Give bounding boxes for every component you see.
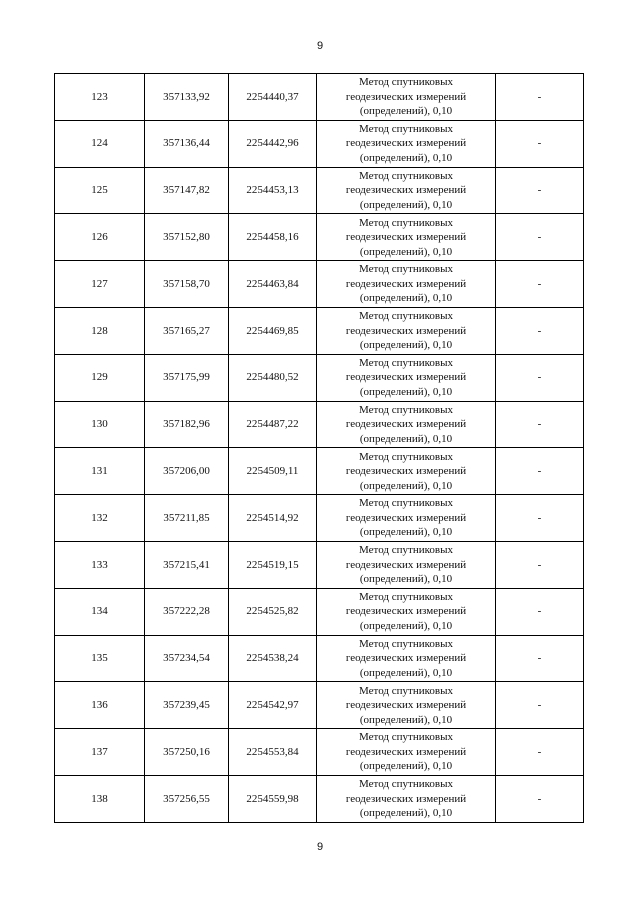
note-cell: - (496, 775, 584, 822)
x-coordinate-cell: 357136,44 (145, 120, 229, 167)
method-line: геодезических измерений (345, 699, 467, 711)
note-cell: - (496, 635, 584, 682)
method-cell (317, 401, 496, 448)
method-cell (317, 729, 496, 776)
method-line: геодезических измерений (345, 465, 467, 478)
x-coordinate-cell: 357133,92 (145, 74, 229, 121)
method-line: (определений), 0,10 (359, 245, 453, 258)
point-cell: 131 (55, 448, 145, 495)
x-coordinate-cell: 357250,16 (145, 729, 229, 776)
x-coordinate-cell: 357256,55 (145, 775, 229, 822)
method-line: Метод спутниковых (359, 310, 453, 323)
coordinates-table (54, 73, 584, 823)
x-coordinate-cell: 357147,82 (145, 167, 229, 214)
x-coordinate-cell: 357206,00 (145, 448, 229, 495)
table-row (55, 401, 584, 448)
table-row (55, 167, 584, 214)
note-cell: - (496, 354, 584, 401)
y-coordinate-cell: 2254440,37 (229, 74, 317, 121)
x-coordinate-cell: 357152,80 (145, 214, 229, 261)
point-cell: 129 (55, 354, 145, 401)
method-cell (317, 214, 496, 261)
method-line: геодезических измерений (345, 605, 467, 618)
method-line: геодезических измерений (345, 137, 467, 150)
method-line: Метод спутниковых (359, 403, 453, 416)
table-row (55, 214, 584, 261)
point-cell: 123 (55, 74, 145, 121)
table-row (55, 495, 584, 542)
method-line: (определений), 0,10 (359, 432, 453, 445)
y-coordinate-cell: 2254538,24 (229, 635, 317, 682)
table-row (55, 682, 584, 729)
page-number-top: 9 (316, 40, 324, 52)
y-coordinate-cell: 2254514,92 (229, 495, 317, 542)
point-cell: 128 (55, 307, 145, 354)
method-cell (317, 541, 496, 588)
note-cell: - (496, 307, 584, 354)
coordinates-table-body (55, 74, 584, 823)
x-coordinate-cell: 357182,96 (145, 401, 229, 448)
method-line: Метод спутниковых (359, 169, 453, 182)
method-line: Метод спутниковых (359, 76, 453, 89)
method-line: (определений), 0,10 (359, 292, 453, 305)
method-line: (определений), 0,10 (359, 807, 453, 820)
method-line: геодезических измерений (345, 371, 467, 384)
method-line: (определений), 0,10 (359, 666, 453, 679)
point-cell: 124 (55, 120, 145, 167)
method-line: геодезических измерений (345, 792, 467, 805)
method-line: геодезических измерений (345, 511, 467, 524)
y-coordinate-cell: 2254525,82 (229, 588, 317, 635)
note-cell: - (496, 401, 584, 448)
x-coordinate-cell: 357211,85 (145, 495, 229, 542)
method-line: Метод спутниковых (359, 122, 453, 135)
method-line: (определений), 0,10 (359, 760, 453, 773)
method-line: (определений), 0,10 (359, 619, 453, 632)
point-cell: 138 (55, 775, 145, 822)
method-line: (определений), 0,10 (359, 339, 453, 352)
method-line: (определений), 0,10 (359, 151, 453, 164)
point-cell: 132 (55, 495, 145, 542)
method-cell (317, 354, 496, 401)
note-cell: - (496, 682, 584, 729)
point-cell: 135 (55, 635, 145, 682)
note-cell: - (496, 214, 584, 261)
method-line: геодезических измерений (345, 418, 467, 431)
method-line: (определений), 0,10 (359, 713, 453, 726)
method-line: (определений), 0,10 (359, 526, 453, 539)
method-line: геодезических измерений (345, 184, 467, 197)
method-line: (определений), 0,10 (359, 198, 453, 211)
x-coordinate-cell: 357239,45 (145, 682, 229, 729)
method-line: (определений), 0,10 (359, 385, 453, 398)
page-number-bottom: 9 (316, 841, 324, 853)
y-coordinate-cell: 2254458,16 (229, 214, 317, 261)
method-cell (317, 74, 496, 121)
method-line: (определений), 0,10 (359, 479, 453, 492)
method-line: (определений), 0,10 (359, 105, 453, 118)
note-cell: - (496, 261, 584, 308)
point-cell: 133 (55, 541, 145, 588)
method-line: Метод спутниковых (359, 497, 453, 510)
table-row (55, 729, 584, 776)
table-row (55, 588, 584, 635)
method-cell (317, 682, 496, 729)
note-cell: - (496, 588, 584, 635)
method-cell (317, 261, 496, 308)
method-line: Метод спутниковых (359, 684, 453, 697)
table-row (55, 74, 584, 121)
method-cell (317, 120, 496, 167)
method-line: геодезических измерений (345, 90, 467, 103)
method-cell (317, 307, 496, 354)
method-line: геодезических измерений (345, 324, 467, 337)
note-cell: - (496, 167, 584, 214)
method-line: Метод спутниковых (359, 590, 453, 603)
table-row (55, 635, 584, 682)
x-coordinate-cell: 357234,54 (145, 635, 229, 682)
method-cell (317, 588, 496, 635)
table-row (55, 120, 584, 167)
method-line: Метод спутниковых (359, 731, 453, 744)
method-line: Метод спутниковых (359, 216, 453, 229)
note-cell: - (496, 448, 584, 495)
y-coordinate-cell: 2254509,11 (229, 448, 317, 495)
point-cell: 137 (55, 729, 145, 776)
note-cell: - (496, 120, 584, 167)
point-cell: 127 (55, 261, 145, 308)
table-row (55, 448, 584, 495)
y-coordinate-cell: 2254487,22 (229, 401, 317, 448)
method-line: геодезических измерений (345, 558, 467, 571)
table-row (55, 307, 584, 354)
method-line: Метод спутниковых (359, 778, 453, 791)
y-coordinate-cell: 2254463,84 (229, 261, 317, 308)
method-cell (317, 635, 496, 682)
note-cell: - (496, 495, 584, 542)
note-cell: - (496, 729, 584, 776)
method-line: геодезических измерений (345, 277, 467, 290)
x-coordinate-cell: 357175,99 (145, 354, 229, 401)
y-coordinate-cell: 2254480,52 (229, 354, 317, 401)
y-coordinate-cell: 2254559,98 (229, 775, 317, 822)
y-coordinate-cell: 2254469,85 (229, 307, 317, 354)
note-cell: - (496, 74, 584, 121)
point-cell: 126 (55, 214, 145, 261)
point-cell: 134 (55, 588, 145, 635)
method-cell (317, 167, 496, 214)
x-coordinate-cell: 357215,41 (145, 541, 229, 588)
method-line: (определений), 0,10 (359, 573, 453, 586)
table-row (55, 261, 584, 308)
method-line: Метод спутниковых (359, 637, 453, 650)
method-line: Метод спутниковых (359, 263, 453, 276)
y-coordinate-cell: 2254442,96 (229, 120, 317, 167)
method-cell (317, 495, 496, 542)
method-cell (317, 448, 496, 495)
x-coordinate-cell: 357222,28 (145, 588, 229, 635)
method-line: Метод спутниковых (359, 356, 453, 369)
y-coordinate-cell: 2254553,84 (229, 729, 317, 776)
point-cell: 125 (55, 167, 145, 214)
y-coordinate-cell: 2254542,97 (229, 682, 317, 729)
method-line: геодезических измерений (345, 652, 467, 665)
table-row (55, 775, 584, 822)
point-cell: 130 (55, 401, 145, 448)
y-coordinate-cell: 2254519,15 (229, 541, 317, 588)
x-coordinate-cell: 357165,27 (145, 307, 229, 354)
method-line: Метод спутниковых (359, 450, 453, 463)
method-line: геодезических измерений (345, 231, 467, 244)
method-line: геодезических измерений (345, 745, 467, 758)
table-row (55, 354, 584, 401)
point-cell: 136 (55, 682, 145, 729)
x-coordinate-cell: 357158,70 (145, 261, 229, 308)
y-coordinate-cell: 2254453,13 (229, 167, 317, 214)
note-cell: - (496, 541, 584, 588)
table-row (55, 541, 584, 588)
method-cell (317, 775, 496, 822)
method-line: Метод спутниковых (359, 544, 453, 557)
